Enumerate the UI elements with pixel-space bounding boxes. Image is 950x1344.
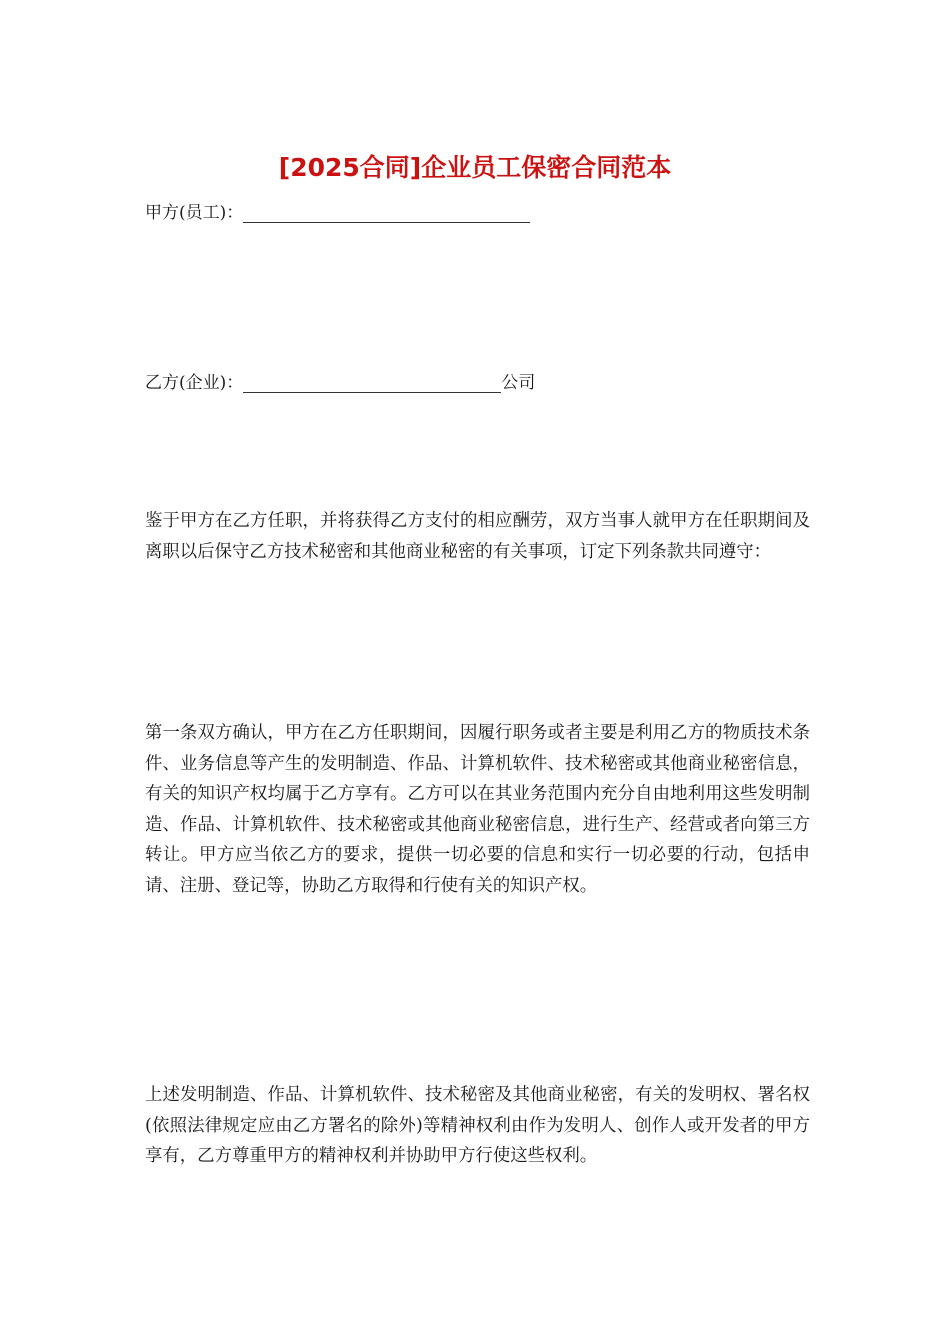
article-1-paragraph: 第一条双方确认，甲方在乙方任职期间，因履行职务或者主要是利用乙方的物质技术条件、业务信息等产生的发明制造、作品、计算机软件、技术秘密或其他商业秘密信息，有关的知识产权均属于乙方享有。乙方可以在其业务范围内充分自由地利用这些发明制造、作品、计算机软件、技术秘密或其他商业秘密信息，进行生产、经营或者向第三方转让。甲方应当依乙方的要求，提供一切必要的信息和实行一切必要的行动，包括申请、注册、登记等，协助乙方取得和行使有关的知识产权。 [145,723,810,896]
preamble-paragraph: 鉴于甲方在乙方任职，并将获得乙方支付的相应酬劳，双方当事人就甲方在任职期间及离职以后保守乙方技术秘密和其他商业秘密的有关事项，订定下列条款共同遵守： [145,511,810,562]
party-b-line [145,369,535,397]
party-a-label: 甲方(员工)： [145,203,244,223]
party-a-line [145,199,530,227]
moral-rights-paragraph: 上述发明制造、作品、计算机软件、技术秘密及其他商业秘密，有关的发明权、署名权(依照法律规定应由乙方署名的除外)等精神权利由作为发明人、创作人或开发者的甲方享有，乙方尊重甲方的精神权利并协助甲方行使这些权利。 [145,1085,810,1166]
party-b-blank [243,372,501,393]
document-title: [2025合同]企业员工保密合同范本 [278,153,672,182]
party-a-blank [243,202,530,223]
party-b-label: 乙方(企业)： [145,373,244,393]
party-b-suffix: 公司 [501,373,536,393]
